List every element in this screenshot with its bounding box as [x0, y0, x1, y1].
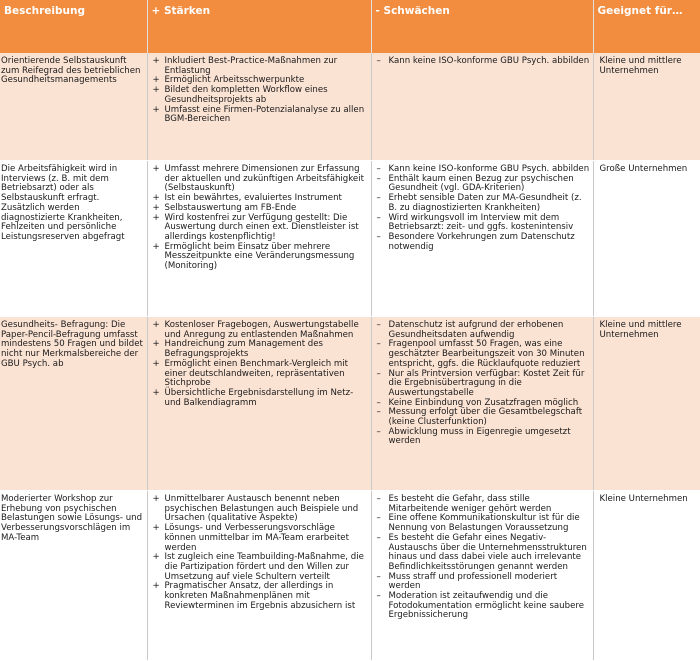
plus-marker: +: [152, 104, 160, 115]
weakness-text: Es besteht die Gefahr eines Negativ-Austauschs über die Unternehmensstrukturen hinaus und dass dabei viele auch irrelevante Befindlichkeitsstörungen genannt werden: [388, 532, 587, 572]
minus-marker: –: [376, 173, 381, 184]
strength-text: Umfasst mehrere Dimensionen zur Erfassung der aktuellen und zukünftigen Arbeitsfähigkeit (Selbstauskunft): [164, 164, 364, 194]
minus-marker: –: [376, 571, 381, 582]
weakness-item: [375, 214, 590, 233]
minus-marker: –: [376, 426, 381, 437]
suited-for-cell: Kleine Unternehmen: [593, 491, 700, 661]
plus-marker: +: [152, 56, 160, 66]
strengths-list: [151, 165, 368, 272]
weaknesses-list: [375, 495, 590, 621]
strengths-list: [151, 57, 368, 125]
strength-item: [151, 57, 368, 76]
weakness-item: [375, 428, 590, 447]
minus-marker: –: [376, 494, 381, 504]
weakness-text: Wird wirkungsvoll im Interview mit dem Betriebsarzt: zeit- und ggfs. kostenintensiv: [388, 212, 574, 233]
strength-text: Bildet den kompletten Workflow eines Gesundheitsprojekts ab: [164, 85, 328, 105]
weakness-text: Enthält kaum einen Bezug zur psychischen Gesundheit (vgl. GDA-Kriterien): [388, 173, 574, 194]
minus-marker: –: [376, 193, 381, 204]
table-row: [0, 53, 700, 161]
header-suited-for: Geeignet für…: [593, 0, 700, 53]
strength-item: [151, 106, 368, 125]
strength-text: Lösungs- und Verbesserungsvorschläge können unmittelbar im MA-Team erarbeitet werden: [164, 523, 349, 553]
strengths-cell: [147, 53, 371, 161]
description-cell: Moderierter Workshop zur Erhebung von psychischen Belastungen sowie Lösungs- und Verbesserungsvorschlägen im MA-Team: [0, 491, 147, 661]
table-row: [0, 317, 700, 491]
minus-marker: –: [376, 231, 381, 242]
weakness-item: [375, 514, 590, 533]
strength-item: [151, 360, 368, 389]
strength-text: Ermöglicht einen Benchmark-Vergleich mit einer deutschlandweiten, repräsentativen Stichprobe: [164, 358, 349, 389]
plus-marker: +: [152, 193, 160, 204]
weakness-text: Fragenpool umfasst 50 Fragen, was eine geschätzter Bearbeitungszeit von 30 Minuten entspricht, ggfs. die Rücklaufquote reduziert: [388, 339, 585, 369]
weakness-text: Keine Einbindung von Zusatzfragen möglich: [388, 397, 579, 408]
strengths-list: [151, 321, 368, 408]
suited-for-cell: Kleine und mittlere Unternehmen: [593, 317, 700, 491]
weaknesses-list: [375, 321, 590, 447]
suited-for-cell: Kleine und mittlere Unternehmen: [593, 53, 700, 161]
strengths-cell: [147, 317, 371, 491]
strength-text: Selbstauswertung am FB-Ende: [164, 202, 297, 213]
plus-marker: +: [152, 75, 160, 86]
strength-text: Umfasst eine Firmen-Potenzialanalyse zu allen BGM-Bereichen: [164, 104, 365, 125]
minus-marker: –: [376, 591, 381, 602]
strength-item: [151, 243, 368, 272]
strength-text: Ermöglicht Arbeitsschwerpunkte: [164, 75, 305, 86]
minus-marker: –: [376, 339, 381, 350]
strength-item: [151, 582, 368, 611]
plus-marker: +: [152, 212, 160, 223]
weaknesses-cell: [371, 491, 593, 661]
minus-marker: –: [376, 212, 381, 223]
plus-marker: +: [152, 202, 160, 213]
plus-marker: +: [152, 85, 160, 96]
plus-marker: +: [152, 320, 160, 330]
weaknesses-list: [375, 57, 590, 67]
strengths-cell: [147, 161, 371, 317]
strength-item: [151, 214, 368, 243]
weakness-item: [375, 573, 590, 592]
strength-text: Inkludiert Best-Practice-Maßnahmen zur Entlastung: [164, 56, 338, 76]
plus-marker: +: [152, 581, 160, 592]
weakness-item: [375, 340, 590, 369]
strength-text: Unmittelbarer Austausch benennt neben psychischen Belastungen auch Beispiele und Ursachen (qualitative Aspekte): [164, 494, 359, 524]
weaknesses-cell: [371, 53, 593, 161]
weakness-text: Kann keine ISO-konforme GBU Psych. abbilden: [388, 56, 590, 66]
weakness-text: Nur als Printversion verfügbar: Kostet Zeit für die Ergebnisübertragung in die Auswertungstabelle: [388, 368, 585, 398]
weakness-text: Es besteht die Gefahr, dass stille Mitarbeitende weniger gehört werden: [388, 494, 552, 514]
plus-marker: +: [152, 552, 160, 563]
weakness-text: Messung erfolgt über die Gesamtbelegschaft (keine Clusterfunktion): [388, 407, 583, 428]
strength-text: Handreichung zum Management des Befragungsprojekts: [164, 339, 324, 360]
weakness-text: Kann keine ISO-konforme GBU Psych. abbilden: [388, 164, 590, 174]
table-row: [0, 161, 700, 317]
minus-marker: –: [376, 56, 381, 66]
plus-marker: +: [152, 339, 160, 350]
strength-text: Ermöglicht beim Einsatz über mehrere Messzeitpunkte eine Veränderungsmessung (Monitoring): [164, 241, 355, 272]
strength-item: [151, 340, 368, 359]
strength-text: Ist ein bewährtes, evaluiertes Instrument: [164, 193, 342, 204]
weakness-item: [375, 534, 590, 573]
header-strengths: + Stärken: [147, 0, 371, 53]
weakness-text: Muss straff und professionell moderiert werden: [388, 571, 558, 592]
strength-text: Pragmatischer Ansatz, der allerdings in konkreten Maßnahmenplänen mit Reviewterminen im Ergebnis abzusichern ist: [164, 581, 356, 611]
weakness-item: [375, 370, 590, 399]
minus-marker: –: [376, 368, 381, 379]
strength-item: [151, 495, 368, 524]
strength-item: [151, 389, 368, 408]
suited-for-cell: Große Unternehmen: [593, 161, 700, 317]
weakness-item: [375, 57, 590, 67]
minus-marker: –: [376, 164, 381, 174]
weakness-text: Moderation ist zeitaufwendig und die Fotodokumentation ermöglicht keine saubere Ergebnissicherung: [388, 591, 585, 621]
weaknesses-list: [375, 165, 590, 252]
header-row: [0, 0, 700, 53]
plus-marker: +: [152, 523, 160, 534]
weakness-item: [375, 194, 590, 213]
strength-item: [151, 165, 368, 194]
description-cell: Gesundheits- Befragung: Die Paper-Pencil-Befragung umfasst mindestens 50 Fragen und bildet nicht nur Merkmalsbereiche der GBU Psych. ab: [0, 317, 147, 491]
table-row: [0, 491, 700, 661]
weakness-text: Datenschutz ist aufgrund der erhobenen Gesundheitsdaten aufwendig: [388, 320, 564, 340]
minus-marker: –: [376, 532, 381, 543]
strengths-list: [151, 495, 368, 611]
strength-text: Übersichtliche Ergebnisdarstellung im Netz- und Balkendiagramm: [164, 387, 354, 408]
header-weaknesses: - Schwächen: [371, 0, 593, 53]
plus-marker: +: [152, 164, 160, 174]
strength-item: [151, 86, 368, 105]
strength-text: Kostenloser Fragebogen, Auswertungstabelle und Anregung zu entlastenden Maßnahmen: [164, 320, 359, 340]
table-body: [0, 53, 700, 661]
minus-marker: –: [376, 397, 381, 408]
plus-marker: +: [152, 494, 160, 504]
weakness-item: [375, 592, 590, 621]
weakness-item: [375, 495, 590, 514]
description-cell: Orientierende Selbstauskunft zum Reifegrad des betrieblichen Gesundheitsmanagements: [0, 53, 147, 161]
strengths-cell: [147, 491, 371, 661]
weakness-item: [375, 175, 590, 194]
weaknesses-cell: [371, 317, 593, 491]
weakness-item: [375, 233, 590, 252]
strength-text: Wird kostenfrei zur Verfügung gestellt: Die Auswertung durch einen ext. Dienstleister ist allerdings kostenpflichtig!: [164, 212, 359, 242]
weaknesses-cell: [371, 161, 593, 317]
minus-marker: –: [376, 320, 381, 330]
strength-item: [151, 321, 368, 340]
strength-item: [151, 553, 368, 582]
plus-marker: +: [152, 387, 160, 398]
minus-marker: –: [376, 407, 381, 418]
weakness-item: [375, 408, 590, 427]
description-cell: Die Arbeitsfähigkeit wird in Interviews (z. B. mit dem Betriebsarzt) oder als Selbstauskunft erfragt. Zusätzlich werden diagnostizierte Krankheiten, Fehlzeiten und persönliche Leistungsreserven abgefragt: [0, 161, 147, 317]
weakness-text: Besondere Vorkehrungen zum Datenschutz notwendig: [388, 231, 575, 252]
weakness-text: Abwicklung muss in Eigenregie umgesetzt werden: [388, 426, 571, 447]
weakness-text: Eine offene Kommunikationskultur ist für die Nennung von Belastungen Voraussetzung: [388, 513, 580, 534]
strength-item: [151, 524, 368, 553]
weakness-item: [375, 321, 590, 340]
header-description: Beschreibung: [0, 0, 147, 53]
plus-marker: +: [152, 241, 160, 252]
plus-marker: +: [152, 358, 160, 369]
weakness-text: Erhebt sensible Daten zur MA-Gesundheit (z. B. zu diagnostizierten Krankheiten): [388, 193, 582, 213]
strength-text: Ist zugleich eine Teambuilding-Maßnahme, die die Partizipation fördert und den Willen zur Umsetzung auf viele Schultern verteilt: [164, 552, 364, 582]
minus-marker: –: [376, 513, 381, 524]
